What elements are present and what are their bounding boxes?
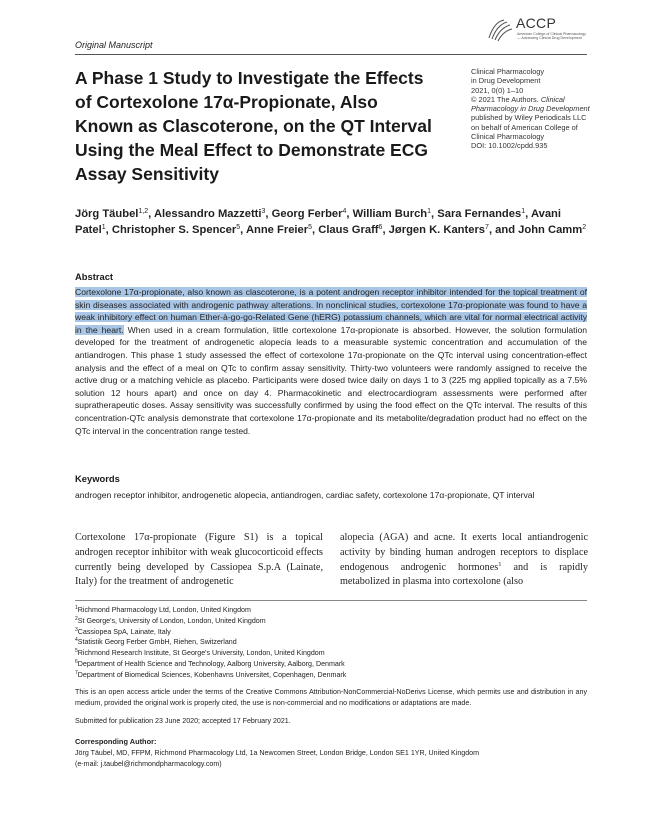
author-affiliation-ref: 6	[378, 223, 383, 231]
journal-line: on behalf of American College of	[471, 122, 578, 132]
submission-dates: Submitted for publication 23 June 2020; accepted 17 February 2021.	[75, 717, 291, 725]
author-affiliation-ref: 1	[427, 208, 432, 215]
affiliation-number: 2	[75, 615, 78, 622]
author-affiliation-ref: 1,2	[138, 208, 149, 215]
body-column-right	[340, 531, 588, 590]
corresponding-address: Jörg Täubel, MD, FFPM, Richmond Pharmacology Ltd, 1a Newcomen Street, London Bridge, London SE1 1YR, United Kingdom	[75, 749, 480, 757]
affiliation-item	[75, 670, 346, 681]
author-affiliation-ref: 4	[342, 208, 347, 215]
author-name: Christopher S. Spencer	[111, 223, 237, 236]
author-name: Alessandro Mazzetti	[153, 208, 262, 220]
journal-line: 2021, 0(0) 1–10	[471, 85, 524, 95]
corresponding-author-heading: Corresponding Author:	[75, 737, 157, 746]
affiliation-number: 3	[75, 626, 78, 633]
author-name: Anne Freier	[245, 223, 309, 236]
article-title: A Phase 1 Study to Investigate the Effects of Cortexolone 17α-Propionate, Also Known as Clascoterone, on the QT Interval Using the Meal Effect to Demonstrate ECG Assay Sensitivity	[75, 68, 432, 184]
author-affiliation-ref: 7	[485, 223, 489, 231]
affiliation-text: Richmond Pharmacology Ltd, London, United Kingdom	[77, 606, 251, 614]
section-label: Original Manuscript	[75, 40, 153, 50]
affiliation-item	[75, 616, 346, 627]
affiliation-number: 7	[75, 669, 78, 676]
affiliations-list	[75, 605, 346, 681]
journal-name-italic: Pharmacology in Drug Development	[471, 104, 590, 114]
affiliation-item	[75, 659, 346, 670]
journal-logo	[486, 16, 586, 42]
abstract-heading: Abstract	[75, 271, 114, 282]
affiliation-text: Cassiopea SpA, Lainate, Italy	[77, 627, 171, 636]
author-affiliation-ref: 3	[261, 208, 266, 215]
body-column-left: Cortexolone 17α-propionate (Figure S1) is a topical androgen receptor inhibitor with weak glucocorticoid effects currently being developed by Cassiopea S.p.A (Lainate, Italy) for the treatment of androgenetic	[75, 532, 323, 588]
author-affiliation-ref: 1	[521, 208, 526, 215]
body-text: alopecia (AGA) and acne. It exerts local antiandrogenic activity by binding human androgen receptors to displace endogenous androgenic hormones	[340, 532, 588, 573]
affiliation-item	[75, 637, 346, 648]
accp-logo-icon	[486, 16, 514, 42]
author-name: Georg Ferber	[271, 208, 343, 220]
logo-tagline: American College of Clinical Pharmacology — Advancing Clinical Drug Development	[517, 32, 586, 40]
journal-line: Clinical Pharmacology	[471, 67, 545, 76]
affiliation-text: Department of Biomedical Sciences, Kobenhavns Universitet, Copenhagen, Denmark	[77, 670, 347, 679]
affiliation-text: St George's, University of London, London, United Kingdom	[77, 616, 266, 625]
author-affiliation-ref: 2	[582, 223, 587, 231]
affiliation-number: 6	[75, 658, 78, 665]
affiliation-item	[75, 648, 346, 659]
affiliation-item	[75, 627, 346, 638]
author-name: Sara Fernandes	[437, 208, 522, 220]
journal-line	[471, 104, 591, 113]
affiliation-text: Richmond Research Institute, St George's University, London, United Kingdom	[77, 649, 325, 658]
header-rule	[75, 54, 587, 55]
author-name: Avani Patel	[75, 208, 561, 236]
affiliation-number: 5	[75, 648, 78, 655]
journal-line	[471, 95, 591, 104]
footnote-rule	[75, 600, 587, 601]
author-name: Jörg Täubel	[75, 208, 139, 220]
author-list: Jörg Täubel$^{1,2}$, Alessandro Mazzetti$^3$, Georg Ferber$^4$, William Burch$^1$, Sara Fernandes$^1$, Avani Patel$^1$, Christopher S. Spencer$^5$, Anne Freier$^5$, Claus Graff$^6$, Jørgen K. Kanters$^7$, and John Camm$^2$	[75, 208, 587, 236]
corresponding-author-details	[75, 748, 479, 770]
keywords-heading: Keywords	[75, 473, 120, 484]
affiliation-text: Department of Health Science and Technology, Aalborg University, Aalborg, Denmark	[77, 659, 345, 668]
affiliation-number: 1	[75, 605, 78, 611]
journal-line: in Drug Development	[471, 76, 541, 86]
body-text: and is rapidly metabolized in plasma into cortexolone (also	[340, 561, 588, 588]
author-name: Claus Graff	[318, 223, 379, 236]
abstract-highlighted-text[interactable]: Cortexolone 17α-propionate, also known as clascoterone, is a potent androgen receptor inhibitor intended for the topical treatment of skin diseases associated with androgenic pathway alterations. In nonclinical studies, cortexolone 17α-propionate was found to have a weak inhibitory effect on human Ether-à-go-go-Related Gene (hERG) potassium channels, which are vital for normal electrical activity in the heart.	[75, 287, 587, 335]
journal-line: published by Wiley Periodicals LLC	[471, 113, 587, 123]
journal-line: Clinical Pharmacology	[471, 132, 545, 142]
author-affiliation-ref: 5	[308, 223, 313, 231]
copyright-text: © 2021 The Authors.	[471, 94, 539, 104]
author-affiliation-ref: 5	[236, 223, 241, 231]
author-name: William Burch	[352, 208, 428, 220]
citation-ref[interactable]: 1	[498, 560, 502, 568]
abstract-text	[75, 286, 587, 437]
author-affiliation-ref: 1	[101, 223, 106, 231]
affiliation-number: 4	[75, 637, 78, 644]
affiliation-item	[75, 605, 346, 616]
author-name: John Camm	[518, 223, 583, 236]
keywords-text: androgen receptor inhibitor, androgenetic alopecia, antiandrogen, cardiac safety, cortexolone 17α-propionate, QT interval	[75, 490, 535, 500]
journal-info	[471, 67, 591, 151]
doi[interactable]: DOI: 10.1002/cpdd.935	[471, 141, 548, 151]
author-name: Jørgen K. Kanters	[388, 223, 486, 236]
abstract-rest-text: When used in a cream formulation, little cortexolone 17α-propionate is absorbed. However, the solution formulation developed for the treatment of androgenetic alopecia leads to a measurable systemic concentration and accumulation of the antiandrogen. This phase 1 study assessed the effect of cortexolone 17α-propionate on the QTc interval using concentration-effect analysis and the effect of a meal on QTc to confirm assay sensitivity. Thirty-two volunteers were randomly assigned to receive the active drug or a matching vehicle as placebo. Participants were dosed twice daily on days 1 to 3 (225 mg applied topically as a 7.5% solution 12 hours apart) and once on day 4. Pharmacokinetic and electrocardiogram assessments were performed after supratherapeutic doses. Assay sensitivity was successfully confirmed by using the food effect on the QTc interval. The results of this concentration-QTc analysis demonstrate that cortexolone 17α-propionate and its metabolite/degradation product had no effect on the QTc interval in the concentration range tested.	[75, 324, 588, 436]
license-text: This is an open access article under the terms of the Creative Commons Attribution-NonCommercial-NoDerivs License, which permits use and distribution in any medium, provided the original work is properly cited, the use is non-commercial and no modifications or adaptations are made.	[75, 688, 587, 707]
journal-name-italic: Clinical	[540, 94, 565, 104]
affiliation-text: Statistik Georg Ferber GmbH, Riehen, Switzerland	[77, 638, 237, 647]
logo-text: ACCP	[516, 15, 557, 31]
corresponding-email[interactable]: (e-mail: j.taubel@richmondpharmacology.com)	[75, 759, 222, 768]
